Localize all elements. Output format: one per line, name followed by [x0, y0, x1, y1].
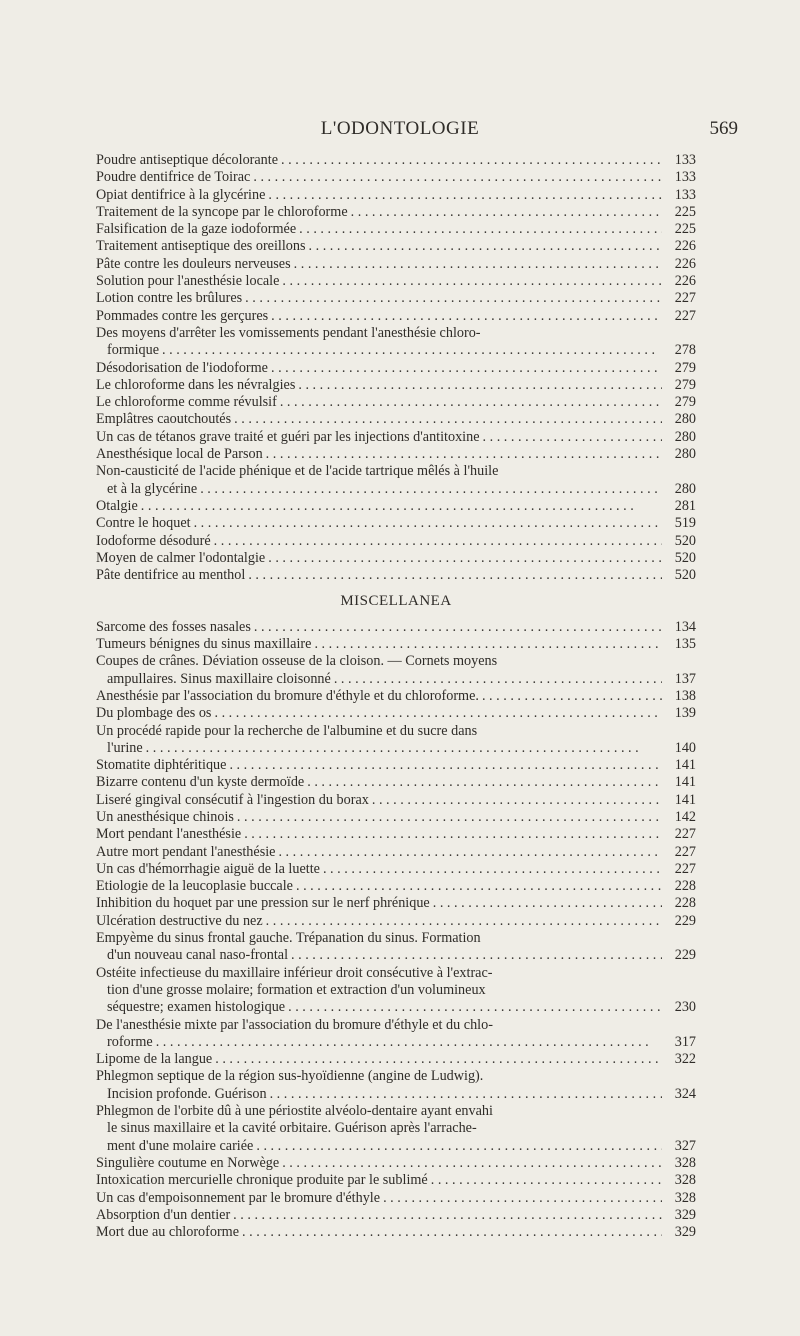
toc-entry: [96, 1155, 696, 1172]
dot-leader: [229, 757, 662, 774]
entry-text-line: Pommades contre les gerçures: [96, 307, 269, 324]
entry-text-line: tion d'une grosse molaire; formation et extraction d'un volumineux: [107, 981, 486, 998]
entry-text-line: Iodoforme désoduré: [96, 532, 211, 549]
entry-last-line: [96, 1190, 696, 1207]
dot-leader: [323, 861, 662, 878]
dot-leader: [271, 308, 662, 325]
entry-page-number: 328: [674, 1154, 696, 1171]
entry-page-number: 225: [674, 221, 696, 238]
entry-text-line: Singulière coutume en Norwège: [96, 1154, 280, 1171]
entry-page-number: 279: [674, 376, 696, 393]
entry-text-line: Tumeurs bénignes du sinus maxillaire: [96, 636, 312, 653]
dot-leader: [296, 878, 662, 895]
toc-entry: [96, 965, 696, 1017]
entry-last-line: [96, 844, 696, 861]
entry-text-line: Emplâtres caoutchoutés: [96, 411, 232, 428]
entry-page-number: 281: [674, 497, 696, 514]
dot-leader: [162, 342, 662, 359]
toc-entry: [96, 187, 696, 204]
dot-leader: [254, 619, 662, 636]
entry-page-number: 280: [674, 411, 696, 428]
dot-leader: [431, 1172, 662, 1189]
entry-page-number: 520: [674, 567, 696, 584]
toc-entry: [96, 930, 696, 965]
entry-last-line: [96, 947, 696, 964]
dot-leader: [282, 1155, 662, 1172]
toc-entry: [96, 308, 696, 325]
entry-text-line: d'un nouveau canal naso-frontal: [107, 947, 289, 964]
entry-last-line: [96, 913, 696, 930]
entry-text-line: Anesthésique local de Parson: [96, 446, 263, 463]
dot-leader: [291, 947, 662, 964]
entry-last-line: [96, 377, 696, 394]
dot-leader: [299, 221, 662, 238]
toc-entry: [96, 325, 696, 360]
entry-text-line: Un cas d'hémorrhagie aiguë de la luette: [96, 860, 320, 877]
entry-text-line: Bizarre contenu d'un kyste dermoïde: [96, 774, 305, 791]
entry-text-line: Liseré gingival consécutif à l'ingestion du borax: [96, 791, 369, 808]
entry-text-line: Traitement de la syncope par le chloroforme: [96, 203, 348, 220]
entry-page-number: 227: [674, 826, 696, 843]
entry-text-line: Empyème du sinus frontal gauche. Trépanation du sinus. Formation: [96, 930, 481, 947]
toc-entry: [96, 1190, 696, 1207]
dot-leader: [194, 515, 662, 532]
entry-text-line: Pâte contre les douleurs nerveuses: [96, 255, 291, 272]
toc-entry: [96, 498, 696, 515]
dot-leader: [294, 256, 662, 273]
entry-text-line: Le chloroforme comme révulsif: [96, 394, 277, 411]
toc-entry: [96, 446, 696, 463]
entry-text-line: Traitement antiseptique des oreillons: [96, 238, 306, 255]
toc-entry: [96, 844, 696, 861]
toc-entry: [96, 567, 696, 584]
toc-entry: [96, 636, 696, 653]
dot-leader: [280, 394, 662, 411]
entry-text-line: formique: [107, 342, 160, 359]
dot-leader: [482, 688, 662, 705]
entry-text-line: l'urine: [107, 739, 143, 756]
entry-last-line: [96, 792, 696, 809]
entry-page-number: 139: [674, 705, 696, 722]
toc-entry: [96, 705, 696, 722]
toc-entry: [96, 169, 696, 186]
toc-entry: [96, 1068, 696, 1103]
entry-last-line: [96, 1138, 696, 1155]
entry-page-number: 227: [674, 290, 696, 307]
entry-page-number: 142: [674, 808, 696, 825]
entry-page-number: 133: [674, 152, 696, 168]
entry-page-number: 328: [674, 1189, 696, 1206]
dot-leader: [156, 1034, 662, 1051]
dot-leader: [288, 999, 662, 1016]
entry-last-line: [96, 429, 696, 446]
entry-page-number: 134: [674, 618, 696, 635]
toc-entry: [96, 256, 696, 273]
entry-last-line: [96, 861, 696, 878]
entry-last-line: [96, 567, 696, 584]
entry-page-number: 227: [674, 843, 696, 860]
toc-entry: [96, 273, 696, 290]
toc-entry: [96, 152, 696, 169]
entry-text-line: Un procédé rapide pour la recherche de l'albumine et du sucre dans: [96, 722, 478, 739]
entry-last-line: [96, 152, 696, 169]
entry-last-line: [96, 481, 696, 498]
dot-leader: [309, 238, 663, 255]
dot-leader: [483, 429, 662, 446]
toc-entry: [96, 411, 696, 428]
entry-page-number: 140: [674, 739, 696, 756]
toc-entry: [96, 360, 696, 377]
entry-page-number: 520: [674, 549, 696, 566]
entry-text-line: Pâte dentifrice au menthol: [96, 567, 246, 584]
entry-text-line: Intoxication mercurielle chronique produite par le sublimé: [96, 1172, 428, 1189]
entry-text-line: Lipome de la langue: [96, 1051, 213, 1068]
entry-text-line: Ulcération destructive du nez: [96, 912, 263, 929]
entry-last-line: [96, 515, 696, 532]
entry-text-line: Incision profonde. Guérison: [107, 1085, 267, 1102]
dot-leader: [307, 774, 662, 791]
toc-entry: [96, 394, 696, 411]
toc-entry: [96, 290, 696, 307]
entry-text-line: De l'anesthésie mixte par l'association du bromure d'éthyle et du chlo-: [96, 1016, 493, 1033]
table-of-contents: [96, 152, 696, 1241]
entry-page-number: 229: [674, 947, 696, 964]
entry-last-line: [96, 1224, 696, 1241]
entry-list-top: [96, 152, 696, 584]
entry-text-line: Non-causticité de l'acide phénique et de l'acide tartrique mêlés à l'huile: [96, 463, 499, 480]
entry-text-line: Lotion contre les brûlures: [96, 290, 243, 307]
toc-entry: [96, 1172, 696, 1189]
entry-last-line: [96, 498, 696, 515]
entry-last-line: [96, 895, 696, 912]
dot-leader: [281, 152, 662, 169]
entry-page-number: 228: [674, 878, 696, 895]
entry-text-line: Contre le hoquet: [96, 515, 191, 532]
entry-text-line: séquestre; examen histologique: [107, 999, 286, 1016]
dot-leader: [256, 1138, 662, 1155]
entry-last-line: [96, 999, 696, 1016]
dot-leader: [266, 913, 662, 930]
entry-page-number: 141: [674, 791, 696, 808]
dot-leader: [266, 446, 662, 463]
entry-last-line: [96, 1086, 696, 1103]
entry-text-line: ment d'une molaire cariée: [107, 1137, 254, 1154]
toc-entry: [96, 204, 696, 221]
entry-text-line: Poudre antiseptique décolorante: [96, 152, 279, 168]
section-title: MISCELLANEA: [340, 593, 452, 610]
toc-entry: [96, 878, 696, 895]
entry-text-line: Autre mort pendant l'anesthésie: [96, 843, 276, 860]
entry-last-line: [96, 757, 696, 774]
dot-leader: [242, 1224, 662, 1241]
toc-entry: [96, 221, 696, 238]
dot-leader: [215, 1051, 662, 1068]
entry-page-number: 327: [674, 1137, 696, 1154]
entry-last-line: [96, 809, 696, 826]
entry-page-number: 329: [674, 1206, 696, 1223]
entry-text-line: Un anesthésique chinois: [96, 808, 234, 825]
toc-entry: [96, 463, 696, 498]
toc-entry: [96, 774, 696, 791]
entry-text-line: Phlegmon de l'orbite dû à une périostite alvéolo-dentaire ayant envahi: [96, 1103, 493, 1120]
entry-text-line: Inhibition du hoquet par une pression sur le nerf phrénique: [96, 895, 430, 912]
entry-text-line: Stomatite diphtéritique: [96, 757, 227, 774]
dot-leader: [268, 550, 662, 567]
toc-entry: [96, 1017, 696, 1052]
entry-last-line: [96, 360, 696, 377]
toc-entry: [96, 429, 696, 446]
dot-leader: [233, 1207, 662, 1224]
entry-text-line: Opiat dentifrice à la glycérine: [96, 186, 266, 203]
dot-leader: [372, 792, 662, 809]
dot-leader: [298, 377, 662, 394]
entry-text-line: le sinus maxillaire et la cavité orbitaire. Guérison après l'arrache-: [107, 1120, 477, 1137]
entry-last-line: [96, 238, 696, 255]
toc-entry: [96, 895, 696, 912]
entry-text-line: Désodorisation de l'iodoforme: [96, 359, 268, 376]
entry-page-number: 227: [674, 860, 696, 877]
dot-leader: [433, 895, 662, 912]
entry-last-line: [96, 636, 696, 653]
entry-page-number: 278: [674, 342, 696, 359]
dot-leader: [334, 671, 662, 688]
entry-last-line: [96, 308, 696, 325]
entry-page-number: 279: [674, 394, 696, 411]
entry-page-number: 226: [674, 273, 696, 290]
toc-entry: [96, 515, 696, 532]
toc-entry: [96, 653, 696, 688]
entry-page-number: 226: [674, 255, 696, 272]
dot-leader: [314, 636, 662, 653]
dot-leader: [351, 204, 662, 221]
toc-entry: [96, 809, 696, 826]
toc-entry: [96, 533, 696, 550]
entry-last-line: [96, 533, 696, 550]
entry-page-number: 137: [674, 670, 696, 687]
entry-text-line: et à la glycérine: [107, 480, 198, 497]
entry-last-line: [96, 705, 696, 722]
entry-page-number: 133: [674, 169, 696, 186]
entry-last-line: [96, 342, 696, 359]
entry-last-line: [96, 187, 696, 204]
entry-last-line: [96, 273, 696, 290]
entry-last-line: [96, 411, 696, 428]
entry-text-line: Moyen de calmer l'odontalgie: [96, 549, 266, 566]
dot-leader: [200, 481, 662, 498]
entry-text-line: Un cas d'empoisonnement par le bromure d'éthyle: [96, 1189, 381, 1206]
page-title: L'ODONTOLOGIE: [320, 118, 480, 139]
entry-page-number: 228: [674, 895, 696, 912]
dot-leader: [146, 740, 662, 757]
entry-last-line: [96, 671, 696, 688]
entry-page-number: 230: [674, 999, 696, 1016]
entry-last-line: [96, 1207, 696, 1224]
running-head: [0, 118, 800, 142]
entry-page-number: 329: [674, 1224, 696, 1241]
entry-page-number: 280: [674, 428, 696, 445]
entry-text-line: Coupes de crânes. Déviation osseuse de la cloison. — Cornets moyens: [96, 653, 498, 670]
entry-last-line: [96, 256, 696, 273]
entry-last-line: [96, 204, 696, 221]
toc-entry: [96, 1224, 696, 1241]
entry-last-line: [96, 619, 696, 636]
entry-text-line: Absorption d'un dentier: [96, 1206, 231, 1223]
dot-leader: [383, 1190, 662, 1207]
entry-last-line: [96, 1051, 696, 1068]
dot-leader: [234, 411, 662, 428]
entry-page-number: 322: [674, 1051, 696, 1068]
entry-last-line: [96, 169, 696, 186]
entry-text-line: Mort due au chloroforme: [96, 1224, 240, 1241]
entry-page-number: 133: [674, 186, 696, 203]
toc-entry: [96, 913, 696, 930]
dot-leader: [268, 187, 662, 204]
toc-entry: [96, 377, 696, 394]
entry-page-number: 317: [674, 1033, 696, 1050]
entry-last-line: [96, 688, 696, 705]
entry-text-line: roforme: [107, 1033, 153, 1050]
toc-entry: [96, 861, 696, 878]
dot-leader: [214, 705, 662, 722]
entry-last-line: [96, 290, 696, 307]
entry-page-number: 226: [674, 238, 696, 255]
entry-text-line: Anesthésie par l'association du bromure d'éthyle et du chloroforme.: [96, 687, 479, 704]
entry-page-number: 135: [674, 636, 696, 653]
entry-last-line: [96, 878, 696, 895]
dot-leader: [237, 809, 662, 826]
entry-last-line: [96, 394, 696, 411]
entry-text-line: Le chloroforme dans les névralgies: [96, 376, 296, 393]
entry-last-line: [96, 826, 696, 843]
entry-page-number: 328: [674, 1172, 696, 1189]
entry-last-line: [96, 1034, 696, 1051]
entry-text-line: Un cas de tétanos grave traité et guéri par les injections d'antitoxine: [96, 428, 480, 445]
entry-page-number: 520: [674, 532, 696, 549]
entry-last-line: [96, 1172, 696, 1189]
dot-leader: [248, 567, 662, 584]
entry-page-number: 227: [674, 307, 696, 324]
entry-page-number: 519: [674, 515, 696, 532]
toc-entry: [96, 792, 696, 809]
entry-last-line: [96, 446, 696, 463]
entry-text-line: Falsification de la gaze iodoformée: [96, 221, 297, 238]
entry-page-number: 280: [674, 446, 696, 463]
entry-text-line: Ostéite infectieuse du maxillaire inférieur droit consécutive à l'extrac-: [96, 964, 493, 981]
entry-text-line: Du plombage des os: [96, 705, 212, 722]
toc-entry: [96, 1207, 696, 1224]
entry-page-number: 141: [674, 757, 696, 774]
entry-page-number: 141: [674, 774, 696, 791]
toc-entry: [96, 826, 696, 843]
entry-page-number: 280: [674, 480, 696, 497]
entry-text-line: Mort pendant l'anesthésie: [96, 826, 242, 843]
dot-leader: [270, 1086, 662, 1103]
dot-leader: [141, 498, 662, 515]
entry-last-line: [96, 550, 696, 567]
entry-text-line: Etiologie de la leucoplasie buccale: [96, 878, 293, 895]
entry-text-line: Des moyens d'arrêter les vomissements pendant l'anesthésie chloro-: [96, 324, 481, 341]
toc-entry: [96, 619, 696, 636]
entry-page-number: 279: [674, 359, 696, 376]
entry-last-line: [96, 221, 696, 238]
toc-entry: [96, 688, 696, 705]
entry-text-line: Poudre dentifrice de Toirac: [96, 169, 251, 186]
toc-entry: [96, 723, 696, 758]
toc-entry: [96, 238, 696, 255]
toc-entry: [96, 1051, 696, 1068]
entry-list-miscellanea: [96, 619, 696, 1242]
dot-leader: [245, 290, 662, 307]
entry-text-line: Otalgie: [96, 497, 138, 514]
entry-page-number: 138: [674, 687, 696, 704]
entry-text-line: Solution pour l'anesthésie locale: [96, 273, 280, 290]
entry-last-line: [96, 740, 696, 757]
entry-page-number: 324: [674, 1085, 696, 1102]
toc-entry: [96, 1103, 696, 1155]
entry-text-line: Phlegmon septique de la région sus-hyoïdienne (angine de Ludwig).: [96, 1068, 484, 1085]
toc-entry: [96, 550, 696, 567]
dot-leader: [271, 360, 662, 377]
dot-leader: [214, 533, 662, 550]
dot-leader: [253, 169, 662, 186]
dot-leader: [282, 273, 662, 290]
entry-page-number: 229: [674, 912, 696, 929]
entry-last-line: [96, 1155, 696, 1172]
toc-entry: [96, 757, 696, 774]
dot-leader: [278, 844, 662, 861]
entry-page-number: 225: [674, 203, 696, 220]
dot-leader: [244, 826, 662, 843]
entry-last-line: [96, 774, 696, 791]
entry-text-line: ampullaires. Sinus maxillaire cloisonné: [107, 670, 331, 687]
entry-text-line: Sarcome des fosses nasales: [96, 618, 251, 635]
page-number: 569: [709, 118, 738, 139]
